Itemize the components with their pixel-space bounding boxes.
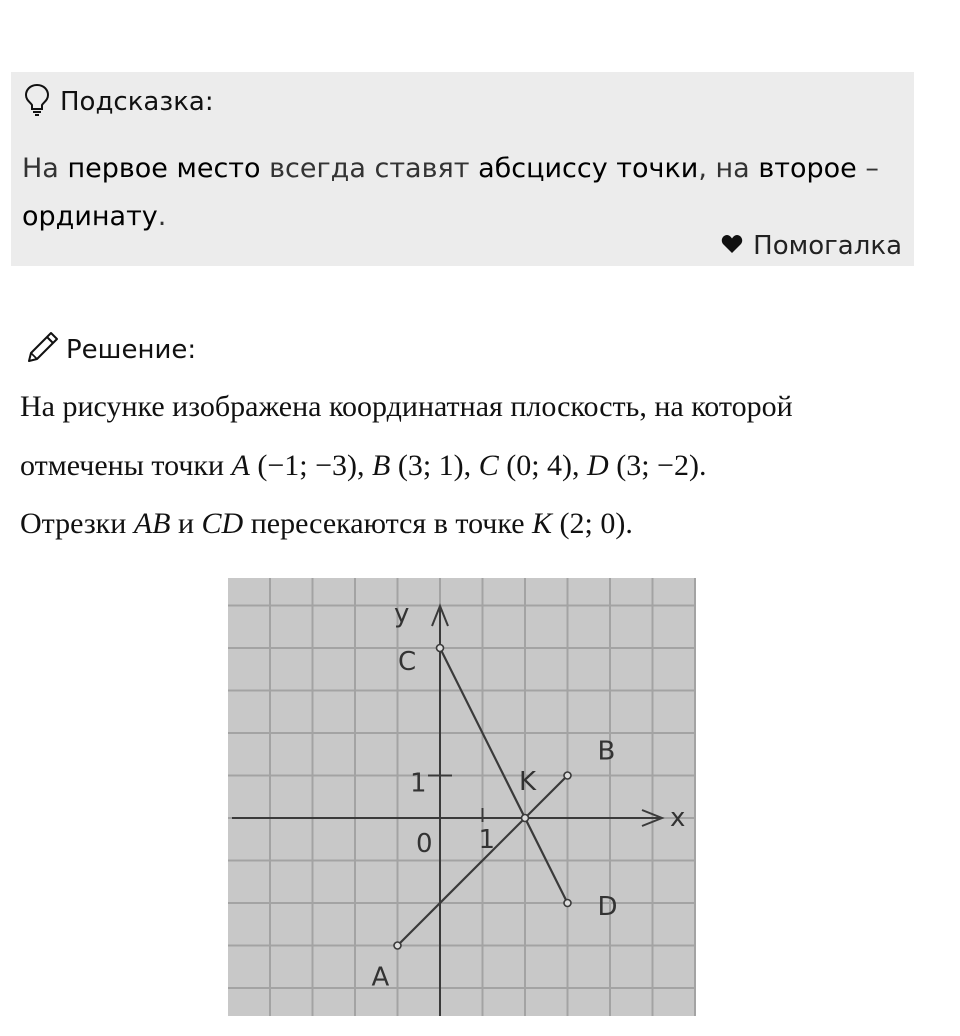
point-b [564, 772, 571, 779]
solution-header [26, 330, 196, 370]
hint-text-part: всегда ставят [260, 153, 479, 184]
point-coords: (0; 4), [498, 449, 588, 482]
heart-icon [721, 231, 743, 261]
hint-emphasis: ординату [22, 201, 158, 232]
coordinate-plane-photo [228, 578, 696, 1016]
point-label-a: A [371, 962, 390, 993]
solution-line-3 [20, 507, 940, 541]
hint-emphasis: первое место [67, 153, 261, 184]
point-coords: (2; 0). [552, 507, 633, 540]
point-name: K [532, 507, 553, 540]
point-label-k: K [519, 767, 537, 797]
hint-text-part: На [22, 153, 68, 184]
coordinate-plane [228, 578, 696, 1016]
y-axis-label: y [394, 599, 410, 629]
point-c [437, 645, 444, 652]
text-fragment: и [170, 507, 202, 540]
text-fragment: пересекаются в точке [243, 507, 533, 540]
point-name: D [587, 449, 609, 482]
point-name: B [372, 449, 391, 482]
solution-title: Решение: [66, 335, 197, 365]
hint-title: Подсказка: [60, 87, 214, 117]
solution-line-2 [20, 449, 940, 483]
point-label-b: B [597, 736, 616, 767]
point-d [564, 900, 571, 907]
text-fragment: отмечены точки [20, 449, 232, 482]
credit[interactable] [721, 228, 902, 264]
solution-line-1: На рисунке изображена координатная плоскость, на которой [20, 390, 793, 423]
point-label-c: C [398, 647, 417, 677]
hint-text-part: . [157, 201, 167, 232]
point-coords: (3; −2). [608, 449, 707, 482]
hint-text-part: – [856, 153, 879, 184]
segment-name: AB [133, 507, 171, 540]
hint-emphasis: абсциссу точки [478, 153, 699, 184]
x-unit-label: 1 [478, 825, 496, 855]
point-label-d: D [597, 892, 618, 922]
point-a [394, 942, 401, 949]
point-name: C [478, 449, 499, 482]
origin-label: 0 [416, 829, 433, 859]
text-fragment: Отрезки [20, 507, 134, 540]
pencil-icon [26, 330, 60, 371]
point-coords: (−1; −3), [249, 449, 373, 482]
point-coords: (3; 1), [390, 449, 479, 482]
hint-text-part: , на [698, 153, 759, 184]
hint-emphasis: второе [758, 153, 857, 184]
point-name: A [231, 449, 250, 482]
hint-header [22, 82, 214, 122]
credit-label: Помогалка [753, 231, 902, 261]
point-k [522, 815, 529, 822]
x-axis-label: x [670, 803, 686, 833]
lightbulb-icon [22, 82, 52, 123]
segment-name: CD [201, 507, 244, 540]
y-unit-label: 1 [410, 768, 427, 799]
hint-text [22, 145, 902, 241]
